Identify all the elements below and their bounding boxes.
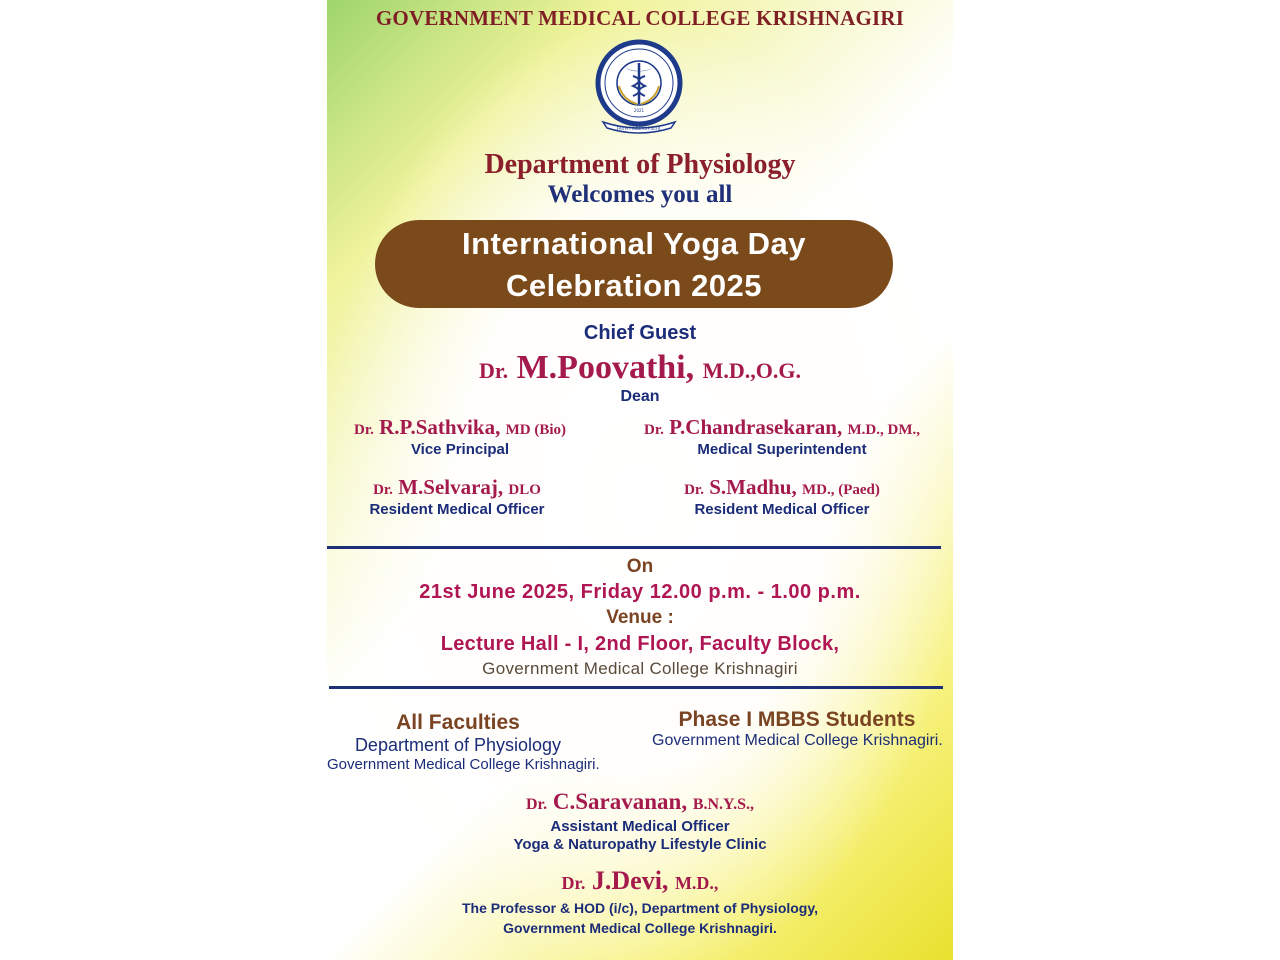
- official-card: [657, 475, 907, 518]
- participant-line: Government Medical College Krishnagiri.: [327, 756, 600, 773]
- venue-college: Government Medical College Krishnagiri: [482, 659, 798, 678]
- official-degree: MD (Bio): [505, 422, 566, 438]
- college-name-header: GOVERNMENT MEDICAL COLLEGE KRISHNAGIRI: [375, 6, 905, 30]
- official-degree: DLO: [508, 482, 541, 498]
- divider: [329, 686, 943, 689]
- participant-group: [327, 711, 600, 773]
- hod-fullname: J.Devi,: [591, 866, 669, 895]
- official-prefix: Dr.: [354, 422, 374, 438]
- on-label: On: [626, 556, 654, 577]
- event-date-time: 21st June 2025, Friday 12.00 p.m. - 1.00 p.m.: [419, 581, 861, 603]
- college-logo: [589, 38, 689, 138]
- hod-prefix: Dr.: [561, 873, 586, 893]
- department-title: Department of Physiology: [484, 149, 796, 180]
- chief-guest-name: [327, 349, 953, 387]
- organizer-prefix: Dr.: [525, 796, 548, 813]
- organizer-name: [327, 789, 953, 815]
- chief-guest-prefix: Dr.: [478, 358, 509, 383]
- hod-degree: M.D.,: [674, 873, 719, 893]
- official-role: Resident Medical Officer: [694, 501, 870, 518]
- chief-guest-label: Chief Guest: [583, 322, 697, 344]
- hod-name: [327, 866, 953, 896]
- official-name: M.Selvaraj,: [398, 475, 504, 499]
- official-prefix: Dr.: [684, 482, 704, 498]
- official-card: [347, 475, 567, 518]
- event-title-banner: [375, 220, 893, 308]
- participant-title: Phase I MBBS Students: [678, 708, 916, 731]
- venue-text: Lecture Hall - I, 2nd Floor, Faculty Block,: [440, 633, 840, 655]
- organizer-role: Assistant Medical Officer: [550, 818, 730, 835]
- official-degree: M.D., DM.,: [847, 422, 920, 438]
- official-role: Vice Principal: [410, 441, 510, 458]
- official-card: [335, 415, 585, 458]
- official-card: [622, 415, 942, 458]
- official-name: S.Madhu,: [709, 475, 797, 499]
- organizer-fullname: C.Saravanan,: [552, 789, 688, 814]
- official-degree: MD., (Paed): [802, 482, 880, 498]
- invitation-card: [327, 0, 953, 960]
- official-role: Medical Superintendent: [697, 441, 867, 458]
- logo-year: 2021: [633, 108, 645, 113]
- caduceus-icon: [589, 38, 689, 138]
- participant-line: Department of Physiology: [354, 735, 562, 755]
- official-role: Resident Medical Officer: [369, 501, 545, 518]
- organizer-degree: B.N.Y.S.,: [692, 796, 755, 813]
- official-prefix: Dr.: [644, 422, 664, 438]
- banner-line-1: International Yoga Day: [461, 226, 807, 261]
- organizer-role: Yoga & Naturopathy Lifestyle Clinic: [513, 836, 767, 853]
- chief-guest-degree: M.D.,O.G.: [702, 358, 802, 383]
- participant-line: Government Medical College Krishnagiri.: [652, 732, 943, 749]
- official-name: P.Chandrasekaran,: [669, 415, 843, 439]
- venue-label: Venue :: [606, 607, 674, 628]
- official-name: R.P.Sathvika,: [379, 415, 501, 439]
- participant-title: All Faculties: [396, 711, 520, 734]
- chief-guest-role: Dean: [620, 388, 660, 405]
- logo-motto: FAITH FINDERS FULFIL: [616, 126, 662, 131]
- hod-role: The Professor & HOD (i/c), Department of Physiology,: [461, 900, 818, 916]
- hod-college: Government Medical College Krishnagiri.: [503, 920, 777, 936]
- welcome-text: Welcomes you all: [547, 181, 733, 208]
- banner-line-2: Celebration 2025: [505, 268, 763, 303]
- participant-group: [652, 708, 942, 750]
- chief-guest-fullname: M.Poovathi,: [516, 349, 695, 386]
- divider: [327, 546, 941, 549]
- official-prefix: Dr.: [373, 482, 393, 498]
